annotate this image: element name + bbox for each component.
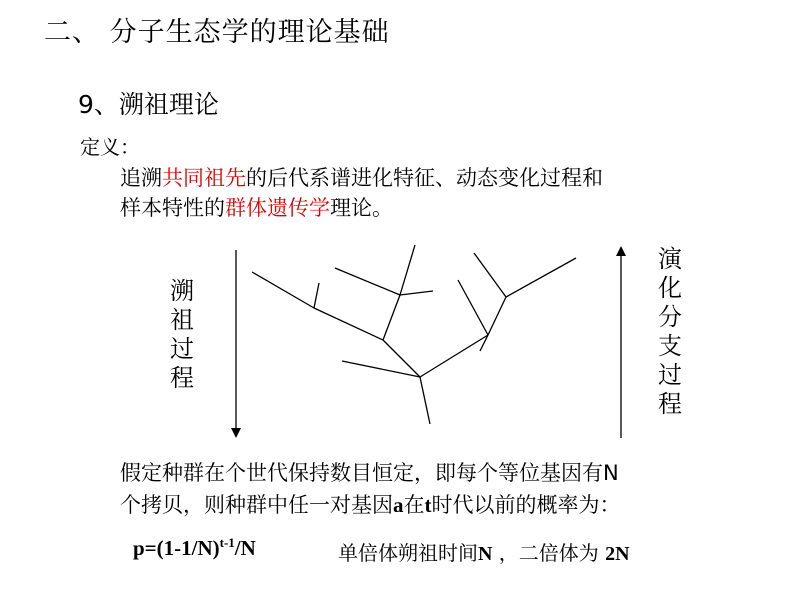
highlight-common-ancestor: 共同祖先 <box>162 166 246 190</box>
subtitle: 9、溯祖理论 <box>78 90 219 119</box>
variable-a: a <box>393 493 404 517</box>
tree-branch <box>474 253 506 297</box>
tree-branch <box>400 291 433 295</box>
coalescent-process-label: 溯祖过程 <box>170 277 194 392</box>
tree-branch <box>506 258 576 297</box>
down-arrow-icon <box>231 250 241 438</box>
tree-branch <box>342 361 420 377</box>
tree-branch <box>400 245 415 295</box>
tree-branch <box>420 377 430 424</box>
tree-branch <box>458 280 488 335</box>
definition-label: 定义： <box>80 135 140 159</box>
formula-base: p=(1-1/N) <box>133 536 220 560</box>
tree-branch <box>383 340 420 377</box>
note-haploid-N: N <box>478 543 493 565</box>
tree-branch <box>488 297 506 335</box>
highlight-population-genetics: 群体遗传学 <box>225 196 330 220</box>
assumption-text: 时代以前的概率为： <box>431 493 621 517</box>
assumption-line-1: 假定种群在个世代保持数目恒定，即每个等位基因有N <box>120 461 619 485</box>
coalescence-time-note <box>338 537 630 566</box>
tree-branch <box>314 308 383 340</box>
tree-branch <box>420 335 488 377</box>
probability-formula <box>133 535 256 561</box>
section-title: 二、 分子生态学的理论基础 <box>44 17 390 48</box>
assumption-line-2 <box>120 490 621 520</box>
tree-branch <box>252 272 314 308</box>
formula-exponent: t-1 <box>219 535 235 550</box>
tree-branch <box>335 268 400 295</box>
note-text: ，二倍体为 <box>492 541 606 565</box>
variable-t: t <box>424 493 432 517</box>
up-arrow-icon <box>616 246 626 438</box>
evolutionary-branching-label: 演化分支过程 <box>658 245 682 418</box>
tree-branch <box>314 283 319 308</box>
formula-tail: /N <box>234 536 256 560</box>
definition-text: 的后代系谱进化特征、动态变化过程和 <box>246 166 603 190</box>
note-text: 单倍体朔祖时间 <box>338 541 478 565</box>
assumption-text: 个拷贝，则种群中任一对基因 <box>120 493 393 517</box>
definition-text: 样本特性的 <box>120 196 225 220</box>
assumption-text: 在 <box>403 493 425 517</box>
definition-text: 理论。 <box>330 196 393 220</box>
tree-branch <box>383 295 400 340</box>
definition-text: 追溯 <box>120 166 162 190</box>
genealogy-tree <box>252 245 576 424</box>
note-diploid-2N: 2N <box>605 543 630 565</box>
